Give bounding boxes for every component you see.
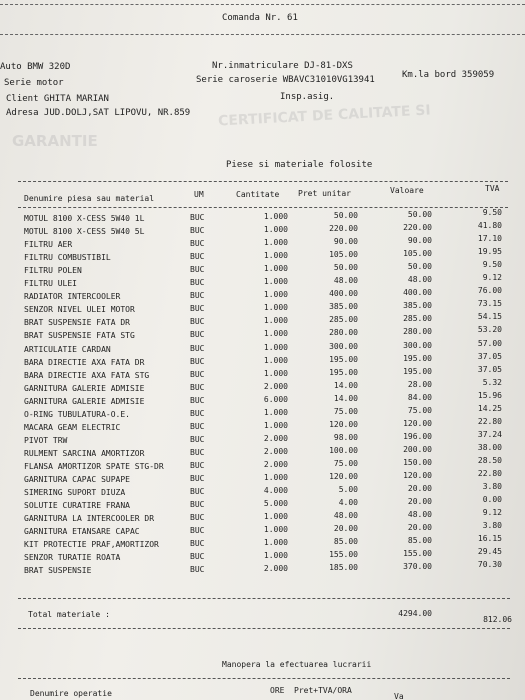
part-um: BUC bbox=[190, 552, 205, 562]
part-value: 195.00 bbox=[403, 353, 432, 363]
part-qty: 2.000 bbox=[263, 381, 288, 391]
labor-col-header-ore: ORE bbox=[270, 686, 285, 695]
part-um: BUC bbox=[190, 213, 205, 222]
part-qty: 1.000 bbox=[263, 355, 288, 365]
part-value: 285.00 bbox=[403, 314, 432, 324]
part-tva: 76.00 bbox=[477, 286, 502, 296]
part-name: SENZOR TURATIE ROATA bbox=[24, 553, 121, 563]
part-qty: 1.000 bbox=[263, 525, 288, 535]
part-qty: 1.000 bbox=[263, 538, 288, 548]
part-price: 14.00 bbox=[333, 393, 358, 403]
part-value: 400.00 bbox=[403, 288, 432, 298]
part-value: 370.00 bbox=[403, 562, 432, 572]
part-value: 300.00 bbox=[403, 340, 432, 350]
part-price: 185.00 bbox=[329, 563, 358, 573]
part-um: BUC bbox=[190, 304, 205, 314]
part-name: RADIATOR INTERCOOLER bbox=[24, 292, 121, 302]
part-tva: 9.50 bbox=[482, 260, 502, 270]
labor-header-top-rule bbox=[18, 678, 510, 679]
part-value: 200.00 bbox=[403, 444, 432, 454]
part-um: BUC bbox=[190, 500, 205, 510]
col-header-um: UM bbox=[194, 190, 204, 199]
part-qty: 1.000 bbox=[263, 420, 288, 430]
part-qty: 1.000 bbox=[263, 316, 288, 326]
header-divider bbox=[0, 34, 525, 35]
part-tva: 14.25 bbox=[477, 403, 502, 413]
part-price: 20.00 bbox=[333, 524, 358, 534]
part-price: 300.00 bbox=[329, 341, 358, 351]
part-um: BUC bbox=[190, 421, 205, 431]
part-qty: 1.000 bbox=[263, 264, 288, 274]
part-value: 28.00 bbox=[407, 379, 432, 389]
part-qty: 1.000 bbox=[263, 277, 288, 287]
part-name: MACARA GEAM ELECTRIC bbox=[24, 422, 121, 432]
part-tva: 3.80 bbox=[482, 521, 502, 531]
part-value: 280.00 bbox=[403, 327, 432, 337]
part-tva: 5.32 bbox=[482, 377, 502, 387]
part-um: BUC bbox=[190, 565, 205, 575]
part-name: SENZOR NIVEL ULEI MOTOR bbox=[24, 305, 135, 315]
part-price: 90.00 bbox=[333, 237, 358, 247]
labor-section-title: Manopera la efectuarea lucrarii bbox=[222, 660, 372, 669]
part-tva: 37.24 bbox=[477, 429, 502, 439]
part-tva: 73.15 bbox=[477, 299, 502, 309]
col-header-value: Valoare bbox=[390, 186, 424, 195]
part-qty: 2.000 bbox=[263, 446, 288, 456]
client-name: Client GHITA MARIAN bbox=[6, 94, 109, 104]
part-qty: 1.000 bbox=[263, 212, 288, 221]
part-um: BUC bbox=[190, 226, 205, 236]
part-um: BUC bbox=[190, 317, 205, 327]
part-price: 285.00 bbox=[329, 315, 358, 325]
part-um: BUC bbox=[190, 513, 205, 523]
col-header-tva: TVA bbox=[485, 184, 500, 193]
engine-series: Serie motor bbox=[4, 78, 64, 88]
part-tva: 17.10 bbox=[477, 234, 502, 244]
part-price: 4.00 bbox=[338, 498, 358, 508]
part-um: BUC bbox=[190, 369, 205, 379]
parts-total-value: 4294.00 bbox=[398, 609, 432, 618]
part-price: 155.00 bbox=[329, 550, 358, 560]
labor-col-header-val: Va bbox=[394, 692, 404, 700]
part-um: BUC bbox=[190, 252, 205, 262]
parts-header-top-rule bbox=[18, 181, 508, 182]
part-name: KIT PROTECTIE PRAF,AMORTIZOR bbox=[24, 540, 159, 550]
part-name: ARTICULATIE CARDAN bbox=[24, 344, 111, 354]
part-um: BUC bbox=[190, 356, 205, 366]
part-um: BUC bbox=[190, 447, 205, 457]
part-um: BUC bbox=[190, 408, 205, 418]
part-qty: 1.000 bbox=[263, 407, 288, 417]
part-value: 20.00 bbox=[407, 497, 432, 507]
part-value: 220.00 bbox=[403, 223, 432, 233]
part-tva: 54.15 bbox=[477, 312, 502, 322]
col-header-price: Pret unitar bbox=[298, 189, 351, 198]
part-tva: 53.20 bbox=[477, 325, 502, 335]
part-qty: 1.000 bbox=[263, 225, 288, 235]
part-um: BUC bbox=[190, 395, 205, 405]
part-price: 48.00 bbox=[333, 276, 358, 286]
mileage: Km.la bord 359059 bbox=[402, 70, 495, 80]
parts-total-label: Total materiale : bbox=[28, 610, 110, 619]
part-value: 85.00 bbox=[407, 536, 432, 546]
order-title: Comanda Nr. 61 bbox=[222, 13, 298, 23]
part-value: 196.00 bbox=[403, 431, 432, 441]
part-name: BRAT SUSPENSIE FATA STG bbox=[24, 331, 135, 341]
vehicle-model: Auto BMW 320D bbox=[0, 62, 71, 72]
part-name: PIVOT TRW bbox=[24, 435, 68, 445]
col-header-qty: Cantitate bbox=[236, 190, 280, 199]
parts-total-top-rule bbox=[18, 598, 510, 599]
part-value: 120.00 bbox=[403, 418, 432, 428]
part-um: BUC bbox=[190, 278, 205, 288]
part-qty: 1.000 bbox=[263, 512, 288, 522]
part-um: BUC bbox=[190, 239, 205, 249]
part-tva: 29.45 bbox=[477, 547, 502, 557]
part-qty: 2.000 bbox=[263, 433, 288, 443]
part-name: GARNITURA GALERIE ADMISIE bbox=[24, 396, 145, 406]
part-name: GARNITURA GALERIE ADMISIE bbox=[24, 383, 145, 393]
part-price: 50.00 bbox=[333, 211, 358, 220]
part-tva: 41.80 bbox=[477, 221, 502, 231]
part-um: BUC bbox=[190, 487, 205, 497]
part-name: BARA DIRECTIE AXA FATA DR bbox=[24, 357, 145, 367]
part-um: BUC bbox=[190, 291, 205, 301]
part-price: 98.00 bbox=[333, 432, 358, 442]
part-value: 50.00 bbox=[407, 210, 432, 219]
part-tva: 37.05 bbox=[477, 351, 502, 361]
part-price: 5.00 bbox=[338, 485, 358, 495]
part-tva: 9.50 bbox=[482, 208, 502, 217]
part-value: 20.00 bbox=[407, 523, 432, 533]
part-tva: 37.05 bbox=[477, 364, 502, 374]
part-value: 120.00 bbox=[403, 471, 432, 480]
part-name: BARA DIRECTIE AXA FATA STG bbox=[24, 370, 150, 380]
part-price: 400.00 bbox=[329, 289, 358, 299]
part-um: BUC bbox=[190, 526, 205, 536]
part-tva: 57.00 bbox=[477, 338, 502, 348]
labor-col-header-name: Denumire operatie bbox=[30, 689, 112, 698]
part-value: 20.00 bbox=[407, 484, 432, 494]
part-tva: 70.30 bbox=[477, 560, 502, 570]
part-um: BUC bbox=[190, 434, 205, 444]
part-qty: 2.000 bbox=[263, 564, 288, 574]
part-value: 195.00 bbox=[403, 366, 432, 376]
part-name: BRAT SUSPENSIE FATA DR bbox=[24, 318, 130, 328]
part-price: 220.00 bbox=[329, 224, 358, 234]
part-value: 105.00 bbox=[403, 249, 432, 259]
part-value: 48.00 bbox=[407, 275, 432, 285]
part-value: 150.00 bbox=[403, 457, 432, 467]
table-row bbox=[0, 560, 525, 579]
part-qty: 1.000 bbox=[263, 342, 288, 352]
part-name: FILTRU COMBUSTIBIL bbox=[24, 253, 111, 263]
part-um: BUC bbox=[190, 474, 205, 483]
part-qty: 6.000 bbox=[263, 394, 288, 404]
part-price: 100.00 bbox=[329, 445, 358, 455]
part-name: SIMERING SUPORT DIUZA bbox=[24, 488, 126, 498]
part-tva: 22.80 bbox=[477, 469, 502, 478]
part-name: FILTRU ULEI bbox=[24, 279, 77, 289]
part-price: 120.00 bbox=[329, 419, 358, 429]
part-qty: 1.000 bbox=[263, 329, 288, 339]
plate-number: Nr.inmatriculare DJ-81-DXS bbox=[212, 61, 353, 71]
part-name: GARNITURA LA INTERCOOLER DR bbox=[24, 514, 155, 524]
part-tva: 9.12 bbox=[482, 508, 502, 518]
part-value: 90.00 bbox=[407, 236, 432, 246]
parts-section-title: Piese si materiale folosite bbox=[226, 160, 373, 170]
part-qty: 1.000 bbox=[263, 551, 288, 561]
part-price: 385.00 bbox=[329, 302, 358, 312]
watermark-garantie: GARANTIE bbox=[12, 132, 98, 150]
labor-col-header-rate: Pret+TVA/ORA bbox=[294, 686, 352, 695]
part-tva: 0.00 bbox=[482, 495, 502, 505]
watermark-certificat: CERTIFICAT DE CALITATE SI bbox=[217, 102, 432, 130]
part-name: FILTRU POLEN bbox=[24, 266, 82, 276]
part-price: 280.00 bbox=[329, 328, 358, 338]
top-divider bbox=[0, 4, 525, 5]
parts-header-bottom-rule bbox=[18, 207, 508, 208]
part-name: FILTRU AER bbox=[24, 240, 73, 250]
part-name: RULMENT SARCINA AMORTIZOR bbox=[24, 448, 145, 458]
part-qty: 1.000 bbox=[263, 368, 288, 378]
client-address: Adresa JUD.DOLJ,SAT LIPOVU, NR.859 bbox=[6, 108, 191, 118]
part-price: 120.00 bbox=[329, 472, 358, 481]
part-name: GARNITURA CAPAC SUPAPE bbox=[24, 475, 130, 484]
part-value: 155.00 bbox=[403, 549, 432, 559]
part-price: 50.00 bbox=[333, 263, 358, 273]
parts-total-tva: 812.06 bbox=[483, 615, 512, 624]
part-um: BUC bbox=[190, 265, 205, 275]
part-name: SOLUTIE CURATIRE FRANA bbox=[24, 501, 130, 511]
part-tva: 28.50 bbox=[477, 455, 502, 465]
part-value: 84.00 bbox=[407, 392, 432, 402]
part-tva: 38.00 bbox=[477, 442, 502, 452]
part-tva: 19.95 bbox=[477, 247, 502, 257]
part-um: BUC bbox=[190, 343, 205, 353]
insurance-inspector: Insp.asig. bbox=[280, 92, 335, 102]
part-um: BUC bbox=[190, 382, 205, 392]
part-price: 195.00 bbox=[329, 354, 358, 364]
part-qty: 1.000 bbox=[263, 251, 288, 261]
part-price: 75.00 bbox=[333, 406, 358, 416]
part-price: 195.00 bbox=[329, 367, 358, 377]
part-name: O-RING TUBULATURA-O.E. bbox=[24, 409, 130, 419]
part-tva: 22.80 bbox=[477, 416, 502, 426]
part-qty: 1.000 bbox=[263, 473, 288, 482]
part-price: 75.00 bbox=[333, 458, 358, 468]
vin: Serie caroserie WBAVC31010VG13941 bbox=[196, 75, 375, 85]
part-qty: 5.000 bbox=[263, 499, 288, 509]
part-tva: 16.15 bbox=[477, 534, 502, 544]
part-um: BUC bbox=[190, 330, 205, 340]
part-name: FLANSA AMORTIZOR SPATE STG-DR bbox=[24, 461, 164, 471]
part-name: MOTUL 8100 X-CESS 5W40 5L bbox=[24, 227, 145, 237]
part-qty: 1.000 bbox=[263, 303, 288, 313]
part-qty: 1.000 bbox=[263, 290, 288, 300]
part-name: MOTUL 8100 X-CESS 5W40 1L bbox=[24, 214, 145, 223]
part-name: GARNITURA ETANSARE CAPAC bbox=[24, 527, 140, 537]
part-tva: 3.80 bbox=[482, 482, 502, 492]
part-qty: 4.000 bbox=[263, 486, 288, 496]
col-header-name: Denumire piesa sau material bbox=[24, 194, 155, 203]
part-price: 14.00 bbox=[333, 380, 358, 390]
part-value: 48.00 bbox=[407, 510, 432, 520]
parts-total-bottom-rule bbox=[18, 628, 510, 629]
part-price: 48.00 bbox=[333, 511, 358, 521]
part-price: 85.00 bbox=[333, 537, 358, 547]
part-tva: 9.12 bbox=[482, 273, 502, 283]
part-qty: 1.000 bbox=[263, 238, 288, 248]
part-value: 385.00 bbox=[403, 301, 432, 311]
part-name: BRAT SUSPENSIE bbox=[24, 566, 92, 576]
part-value: 50.00 bbox=[407, 262, 432, 272]
part-tva: 15.96 bbox=[477, 390, 502, 400]
part-qty: 2.000 bbox=[263, 459, 288, 469]
part-um: BUC bbox=[190, 539, 205, 549]
part-value: 75.00 bbox=[407, 405, 432, 415]
part-price: 105.00 bbox=[329, 250, 358, 260]
part-um: BUC bbox=[190, 460, 205, 470]
